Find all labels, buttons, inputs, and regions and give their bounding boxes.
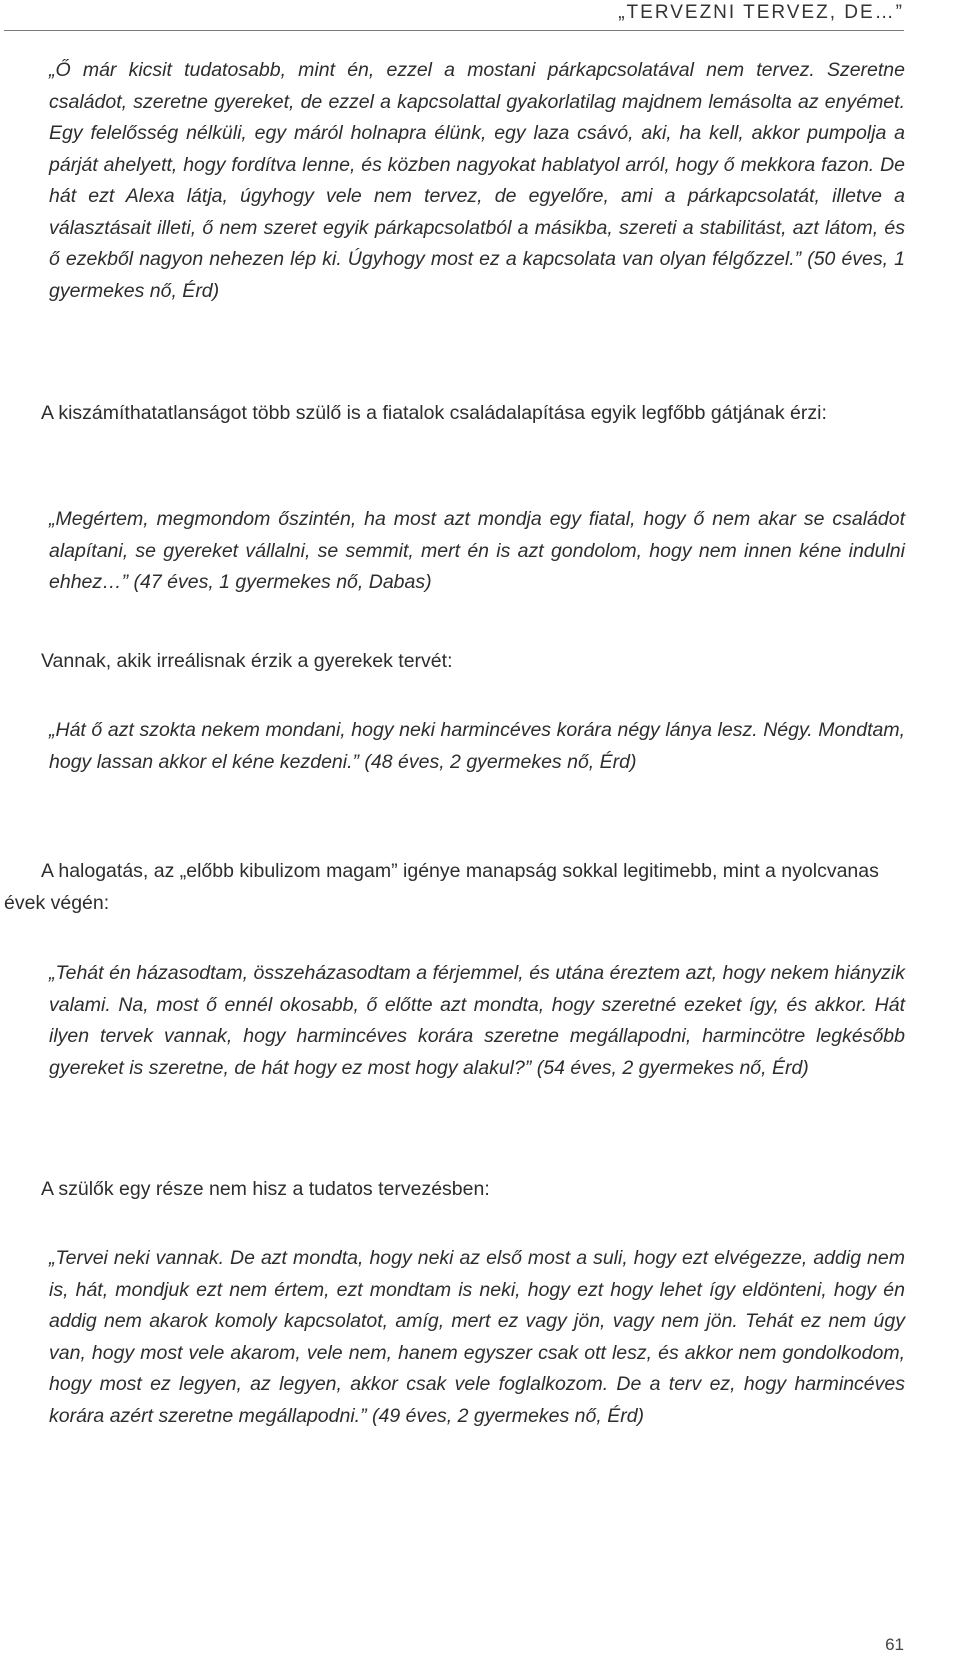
body-paragraph-1: A kiszámíthatatlanságot több szülő is a fiatalok családalapítása egyik legfőbb gátjának érzi: [41,402,827,424]
quote-paragraph-2: „Megértem, megmondom őszintén, ha most azt mondja egy fiatal, hogy ő nem akar se családot alapítani, se gyereket vállalni, se semmit, mert én is azt gondolom, hogy nem innen kéne indulni ehhez…” (47 éves, 1 gyermekes nő, Dabas) [49,508,905,593]
body-paragraph-2: Vannak, akik irreálisnak érzik a gyerekek tervét: [41,650,453,672]
body-paragraph-4: A szülők egy része nem hisz a tudatos tervezésben: [41,1178,490,1200]
running-header-title: „TERVEZNI TERVEZ, DE…” [618,2,904,23]
body-paragraph-3: A halogatás, az „előbb kibulizom magam” igénye manapság sokkal legitimebb, mint a nyolcvanas évek végén: [4,860,879,914]
quote-paragraph-3: „Hát ő azt szokta nekem mondani, hogy neki harmincéves korára négy lánya lesz. Négy. Mondtam, hogy lassan akkor el kéne kezdeni.” (48 éves, 2 gyermekes nő, Érd) [49,719,905,773]
quote-paragraph-4: „Tehát én házasodtam, összeházasodtam a férjemmel, és utána éreztem azt, hogy nekem hiányzik valami. Na, most ő ennél okosabb, ő előtte azt mondta, hogy szeretné ezeket így, és akkor. Hát ilyen tervek vannak, hogy harmincéves korára szeretne megállapodni, harmincötre legkésőbb gyereket is szeretne, de hát hogy ez most hogy alakul?” (54 éves, 2 gyermekes nő, Érd) [49,962,905,1079]
header-divider [4,30,904,31]
quote-paragraph-5: „Tervei neki vannak. De azt mondta, hogy neki az első most a suli, hogy ezt elvégezze, addig nem is, hát, mondjuk ezt nem értem, ezt mondtam is neki, hogy ezt hogy lehet így eldönteni, hogy én addig nem akarok komoly kapcsolatot, amíg, mert ez vagy jön, vagy nem jön. Tehát ez nem úgy van, hogy most vele akarom, vele nem, hanem egyszer csak ott lesz, és akkor nem gondolkodom, hogy most ez legyen, az legyen, akkor csak vele foglalkozom. De a terv ez, hogy harmincéves korára azért szeretne megállapodni.” (49 éves, 2 gyermekes nő, Érd) [49,1247,905,1427]
quote-paragraph-1: „Ő már kicsit tudatosabb, mint én, ezzel a mostani párkapcsolatával nem tervez. Szeretne családot, szeretne gyereket, de ezzel a kapcsolattal gyakorlatilag majdnem lemásolta az enyémet. Egy felelősség nélküli, egy máról holnapra élünk, egy laza csávó, aki, ha kell, akkor pumpolja a párját ahelyett, hogy fordítva lenne, és közben nagyokat hablatyol arról, hogy ő mekkora fazon. De hát ezt Alexa látja, úgyhogy vele nem tervez, de egyelőre, ami a párkapcsolatát, illetve a választásait illeti, ő nem szeret egyik párkapcsolatból a másikba, szereti a stabilitást, azt látom, és ő ezekből nagyon nehezen lép ki. Úgyhogy most ez a kapcsolata van olyan félgőzzel.” (50 éves, 1 gyermekes nő, Érd) [49,59,905,302]
page-number: 61 [885,1635,904,1654]
